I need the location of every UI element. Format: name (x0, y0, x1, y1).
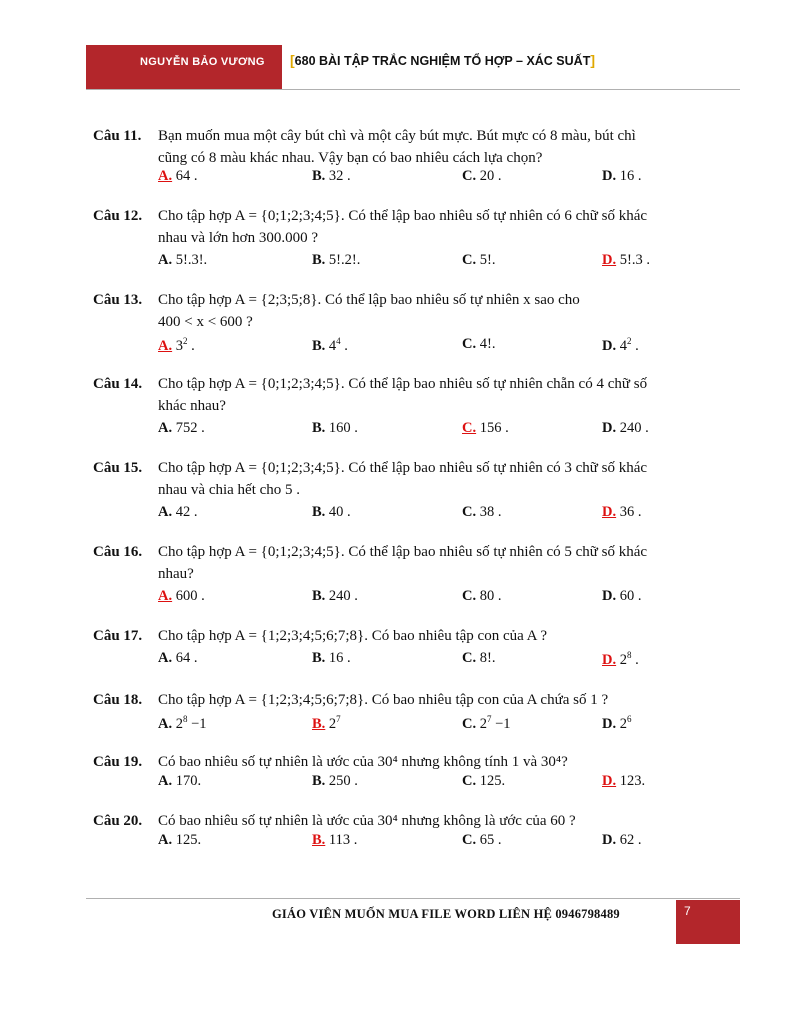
option-exponent: 4 (336, 336, 341, 346)
option-key: D. (602, 773, 617, 789)
option-a-correct (158, 588, 205, 605)
option-value: 5!.2!. (328, 252, 361, 268)
option-value: 113 . (328, 832, 358, 848)
option-key: B. (312, 832, 326, 848)
question-14 (93, 373, 733, 417)
question-number: Câu 12. (93, 208, 143, 224)
option-key: C. (462, 420, 477, 436)
option-key: B. (312, 168, 326, 184)
option-value: 20 . (479, 168, 502, 184)
question-text-line1: Cho tập hợp A = {1;2;3;4;5;6;7;8}. Có bao nhiêu tập con của A chứa số 1 ? (158, 692, 609, 708)
option-b (312, 588, 358, 605)
option-key: C. (462, 832, 477, 848)
answer-options (158, 252, 718, 272)
option-value: 5!. (479, 252, 496, 268)
option-d (602, 714, 631, 733)
footer-contact: GIÁO VIÊN MUỐN MUA FILE WORD LIÊN HỆ 0946798489 (272, 907, 620, 921)
option-c (462, 773, 505, 790)
option-value: 600 . (175, 588, 205, 604)
question-19 (93, 751, 733, 773)
author-name: NGUYỄN BẢO VƯƠNG (140, 56, 265, 68)
question-text-line1: Cho tập hợp A = {0;1;2;3;4;5}. Có thể lập bao nhiêu số tự nhiên có 3 chữ số khác (158, 460, 648, 476)
option-tail: . (631, 651, 639, 668)
option-b (312, 420, 358, 437)
question-11 (93, 125, 733, 169)
option-exponent: 7 (486, 714, 492, 724)
option-value: 4!. (479, 336, 496, 352)
question-number: Câu 17. (93, 628, 143, 644)
option-key: A. (158, 715, 173, 732)
option-d (602, 832, 641, 849)
option-key: B. (312, 420, 326, 436)
option-value: 38 . (479, 504, 502, 520)
option-key: A. (158, 650, 173, 666)
option-value: 64 . (175, 650, 198, 666)
option-value: 125. (479, 773, 506, 789)
question-text-line2: 400 < x < 600 ? (158, 314, 253, 330)
option-value: 2 (619, 651, 627, 668)
option-value: 4 (619, 337, 627, 354)
option-key: D. (602, 420, 617, 436)
option-value: 40 . (328, 504, 351, 520)
option-value: 123. (619, 773, 646, 789)
question-text-line1: Cho tập hợp A = {0;1;2;3;4;5}. Có thể lập bao nhiêu số tự nhiên có 5 chữ số khác (158, 544, 648, 560)
option-c (462, 252, 495, 269)
option-key: C. (462, 504, 477, 520)
option-b-correct (312, 714, 341, 733)
option-key: D. (602, 504, 617, 520)
bracket-close: ] (590, 52, 596, 68)
question-16 (93, 541, 733, 585)
option-a-correct (158, 336, 195, 355)
option-b (312, 168, 351, 185)
option-key: A. (158, 420, 173, 436)
question-15 (93, 457, 733, 501)
option-a (158, 832, 201, 849)
option-d (602, 588, 641, 605)
question-text-line2: cũng có 8 màu khác nhau. Vậy bạn có bao nhiêu cách lựa chọn? (158, 150, 543, 166)
question-text-line1: Cho tập hợp A = {2;3;5;8}. Có thể lập bao nhiêu số tự nhiên x sao cho (158, 292, 580, 308)
option-key: D. (602, 252, 617, 268)
bracket-open: [ (290, 52, 295, 68)
option-d (602, 168, 641, 185)
option-key: C. (462, 773, 477, 789)
option-key: D. (602, 337, 617, 354)
option-key: A. (158, 832, 173, 848)
option-value: 170. (175, 773, 202, 789)
question-number: Câu 15. (93, 460, 143, 476)
option-value: 2 (328, 715, 337, 732)
option-key: B. (312, 715, 326, 732)
option-value: 156 . (479, 420, 509, 436)
option-c (462, 832, 501, 849)
option-d-correct (602, 504, 641, 521)
question-text-line2: nhau và chia hết cho 5 . (158, 482, 301, 498)
option-c (462, 168, 501, 185)
option-b (312, 252, 360, 269)
option-value: 32 . (328, 168, 351, 184)
option-key: B. (312, 252, 326, 268)
question-12 (93, 205, 733, 249)
question-text-line1: Bạn muốn mua một cây bút chì và một cây bút mực. Bút mực có 8 màu, bút chì (158, 128, 636, 144)
question-text-line1: Có bao nhiêu số tự nhiên là ước của 30⁴ nhưng không là ước của 60 ? (158, 813, 576, 829)
option-value: 62 . (619, 832, 642, 848)
option-key: D. (602, 168, 617, 184)
answer-options (158, 832, 718, 852)
answer-options (158, 504, 718, 524)
option-c-correct (462, 420, 509, 437)
option-key: B. (312, 773, 326, 789)
option-value: 65 . (479, 832, 502, 848)
option-b-correct (312, 832, 357, 849)
option-value: 5!.3!. (175, 252, 208, 268)
option-exponent: 6 (626, 714, 632, 724)
option-value: 240 . (328, 588, 358, 604)
option-a (158, 420, 205, 437)
option-tail: . (631, 337, 639, 354)
option-value: 2 (479, 715, 487, 732)
option-value: 60 . (619, 588, 642, 604)
question-text-line2: khác nhau? (158, 398, 226, 414)
answer-options (158, 336, 718, 356)
answer-options (158, 714, 718, 734)
option-c (462, 504, 501, 521)
question-number: Câu 11. (93, 128, 142, 144)
option-exponent: 7 (336, 714, 341, 724)
option-key: C. (462, 715, 477, 732)
option-value: 125. (175, 832, 202, 848)
option-value: 16 . (619, 168, 642, 184)
question-number: Câu 14. (93, 376, 143, 392)
option-value: 240 . (619, 420, 649, 436)
question-18 (93, 689, 733, 711)
question-13 (93, 289, 733, 333)
option-d-correct (602, 252, 650, 269)
option-value: 80 . (479, 588, 502, 604)
option-exponent: 2 (626, 336, 632, 346)
option-d-correct (602, 650, 639, 669)
option-a (158, 504, 197, 521)
question-number: Câu 19. (93, 754, 143, 770)
option-a (158, 252, 207, 269)
question-20 (93, 810, 733, 832)
option-tail: −1 (187, 715, 207, 732)
option-value: 64 . (175, 168, 198, 184)
option-d (602, 420, 649, 437)
option-key: B. (312, 650, 326, 666)
option-tail: . (340, 337, 348, 354)
question-text-line1: Có bao nhiêu số tự nhiên là ước của 30⁴ nhưng không tính 1 và 30⁴? (158, 754, 568, 770)
option-tail: . (187, 337, 195, 354)
option-value: 160 . (328, 420, 358, 436)
option-key: C. (462, 588, 477, 604)
option-a (158, 714, 207, 733)
option-value: 42 . (175, 504, 198, 520)
option-b (312, 650, 351, 667)
option-c (462, 650, 495, 667)
answer-options (158, 168, 718, 188)
option-exponent: 2 (182, 336, 188, 346)
question-text-line2: nhau và lớn hơn 300.000 ? (158, 230, 319, 246)
question-number: Câu 16. (93, 544, 143, 560)
question-text-line2: nhau? (158, 566, 194, 582)
option-c (462, 336, 495, 353)
option-key: A. (158, 504, 173, 520)
question-text-line1: Cho tập hợp A = {0;1;2;3;4;5}. Có thể lập bao nhiêu số tự nhiên chẵn có 4 chữ số (158, 376, 648, 392)
option-a-correct (158, 168, 197, 185)
option-b (312, 773, 358, 790)
option-key: A. (158, 168, 173, 184)
question-number: Câu 20. (93, 813, 143, 829)
option-value: 250 . (328, 773, 358, 789)
option-value: 2 (619, 715, 627, 732)
option-b (312, 504, 351, 521)
option-key: A. (158, 588, 173, 604)
option-a (158, 773, 201, 790)
option-key: A. (158, 773, 173, 789)
question-number: Câu 13. (93, 292, 143, 308)
option-value: 5!.3 . (619, 252, 650, 268)
option-value: 2 (175, 715, 183, 732)
option-value: 752 . (175, 420, 205, 436)
option-key: A. (158, 252, 173, 268)
option-b (312, 336, 348, 355)
option-key: D. (602, 715, 617, 732)
option-value: 3 (175, 337, 183, 354)
option-key: C. (462, 252, 477, 268)
option-exponent: 8 (626, 650, 632, 660)
option-d (602, 336, 639, 355)
answer-options (158, 650, 718, 670)
document-title-text: 680 BÀI TẬP TRẮC NGHIỆM TỔ HỢP – XÁC SUẤT (294, 54, 591, 68)
option-a (158, 650, 197, 667)
footer-divider (86, 898, 740, 899)
option-key: A. (158, 337, 173, 354)
option-key: D. (602, 832, 617, 848)
option-key: C. (462, 650, 477, 666)
option-exponent: 8 (182, 714, 188, 724)
option-key: B. (312, 337, 326, 354)
answer-options (158, 420, 718, 440)
header-divider (86, 89, 740, 90)
document-title (290, 52, 595, 68)
option-value: 8!. (479, 650, 496, 666)
question-number: Câu 18. (93, 692, 143, 708)
option-key: B. (312, 588, 326, 604)
option-key: B. (312, 504, 326, 520)
answer-options (158, 588, 718, 608)
option-c (462, 588, 501, 605)
option-key: C. (462, 336, 477, 352)
question-text-line1: Cho tập hợp A = {0;1;2;3;4;5}. Có thể lập bao nhiêu số tự nhiên có 6 chữ số khác (158, 208, 648, 224)
option-value: 4 (328, 337, 337, 354)
option-tail: −1 (491, 715, 511, 732)
option-value: 36 . (619, 504, 642, 520)
question-17 (93, 625, 733, 647)
option-value: 16 . (328, 650, 351, 666)
page-number: 7 (684, 904, 691, 918)
option-c (462, 714, 511, 733)
question-text-line1: Cho tập hợp A = {1;2;3;4;5;6;7;8}. Có bao nhiêu tập con của A ? (158, 628, 548, 644)
option-d-correct (602, 773, 645, 790)
answer-options (158, 773, 718, 793)
option-key: D. (602, 651, 617, 668)
option-key: C. (462, 168, 477, 184)
option-key: D. (602, 588, 617, 604)
